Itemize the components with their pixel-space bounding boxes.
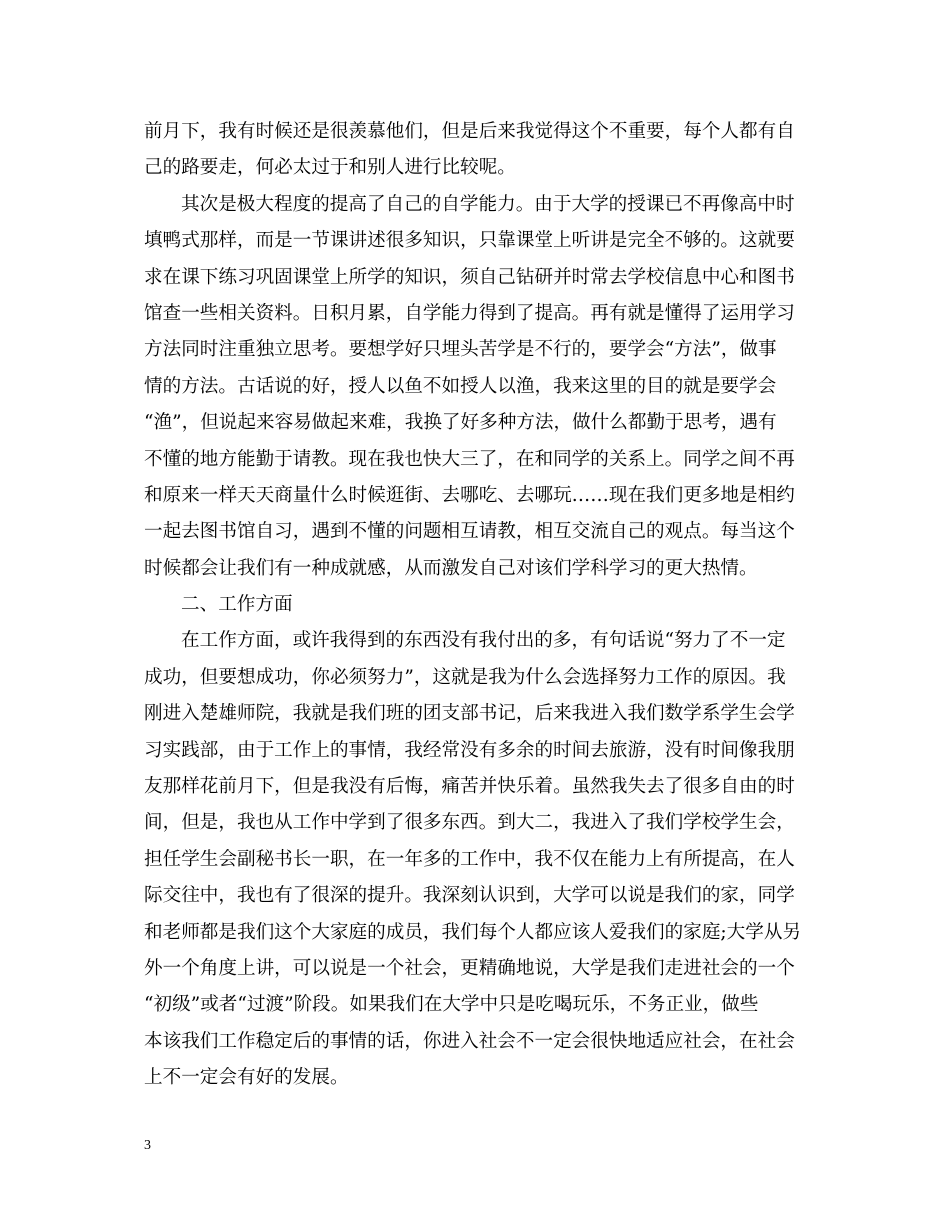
text-line: 时候都会让我们有一种成就感，从而激发自己对该们学科学习的更大热情。: [144, 557, 758, 579]
text-line: 前月下，我有时候还是很羡慕他们，但是后来我觉得这个不重要，每个人都有自: [144, 121, 795, 142]
text-line: 成功，但要想成功，你必须努力”，这就是我为什么会选择努力工作的原因。我: [144, 666, 786, 688]
text-line: 一起去图书馆自习，遇到不懂的问题相互请教，相互交流自己的观点。每当这个: [144, 521, 795, 543]
text-line: 求在课下练习巩固课堂上所学的知识，须自己钻研并时常去学校信息中心和图书: [144, 266, 795, 288]
text-line: 担任学生会副秘书长一职，在一年多的工作中，我不仅在能力上有所提高，在人: [144, 848, 795, 870]
text-line: 情的方法。古话说的好，授人以鱼不如授人以渔，我来这里的目的就是要学会: [144, 375, 777, 397]
paragraph-start-line: 在工作方面，或许我得到的东西没有我付出的多，有句话说“努力了不一定: [181, 630, 786, 652]
text-line: “初级”或者“过渡”阶段。如果我们在大学中只是吃喝玩乐，不务正业，做些: [144, 994, 759, 1016]
text-line: 外一个角度上讲，可以说是一个社会，更精确地说，大学是我们走进社会的一个: [144, 957, 795, 979]
text-line: 际交往中，我也有了很深的提升。我深刻认识到，大学可以说是我们的家，同学: [144, 885, 795, 907]
text-line: 间，但是，我也从工作中学到了很多东西。到大二，我进入了我们学校学生会，: [144, 812, 795, 834]
page-number: 3: [144, 1138, 151, 1153]
text-line: “渔”，但说起来容易做起来难，我换了好多种方法，做什么都勤于思考，遇有: [144, 412, 777, 434]
text-line: 不懂的地方能勤于请教。现在我也快大三了，在和同学的关系上。同学之间不再: [144, 448, 795, 470]
text-line: 填鸭式那样，而是一节课讲述很多知识，只靠课堂上听讲是完全不够的。这就要: [144, 230, 795, 252]
text-line: 友那样花前月下，但是我没有后悔，痛苦并快乐着。虽然我失去了很多自由的时: [144, 776, 795, 798]
text-line: 和老师都是我们这个大家庭的成员，我们每个人都应该人爱我们的家庭;大学从另: [144, 921, 802, 943]
text-line: 刚进入楚雄师院，我就是我们班的团支部书记，后来我进入我们数学系学生会学: [144, 703, 795, 725]
text-line: 上不一定会有好的发展。: [144, 1067, 349, 1089]
text-line: 本该我们工作稳定后的事情的话，你进入社会不一定会很快地适应社会，在社会: [144, 1030, 795, 1052]
section-heading: 二、工作方面: [181, 594, 293, 616]
paragraph-start-line: 其次是极大程度的提高了自己的自学能力。由于大学的授课已不再像高中时: [181, 193, 795, 215]
text-line: 馆查一些相关资料。日积月累，自学能力得到了提高。再有就是懂得了运用学习: [144, 302, 795, 324]
text-line: 习实践部，由于工作上的事情，我经常没有多余的时间去旅游，没有时间像我朋: [144, 739, 795, 761]
text-line: 方法同时注重独立思考。要想学好只埋头苦学是不行的，要学会“方法”，做事: [144, 339, 777, 361]
text-line: 和原来一样天天商量什么时候逛街、去哪吃、去哪玩……现在我们更多地是相约: [144, 484, 795, 506]
body-text: [144, 114, 814, 1097]
text-line: 己的路要走，何必太过于和别人进行比较呢。: [144, 157, 516, 179]
